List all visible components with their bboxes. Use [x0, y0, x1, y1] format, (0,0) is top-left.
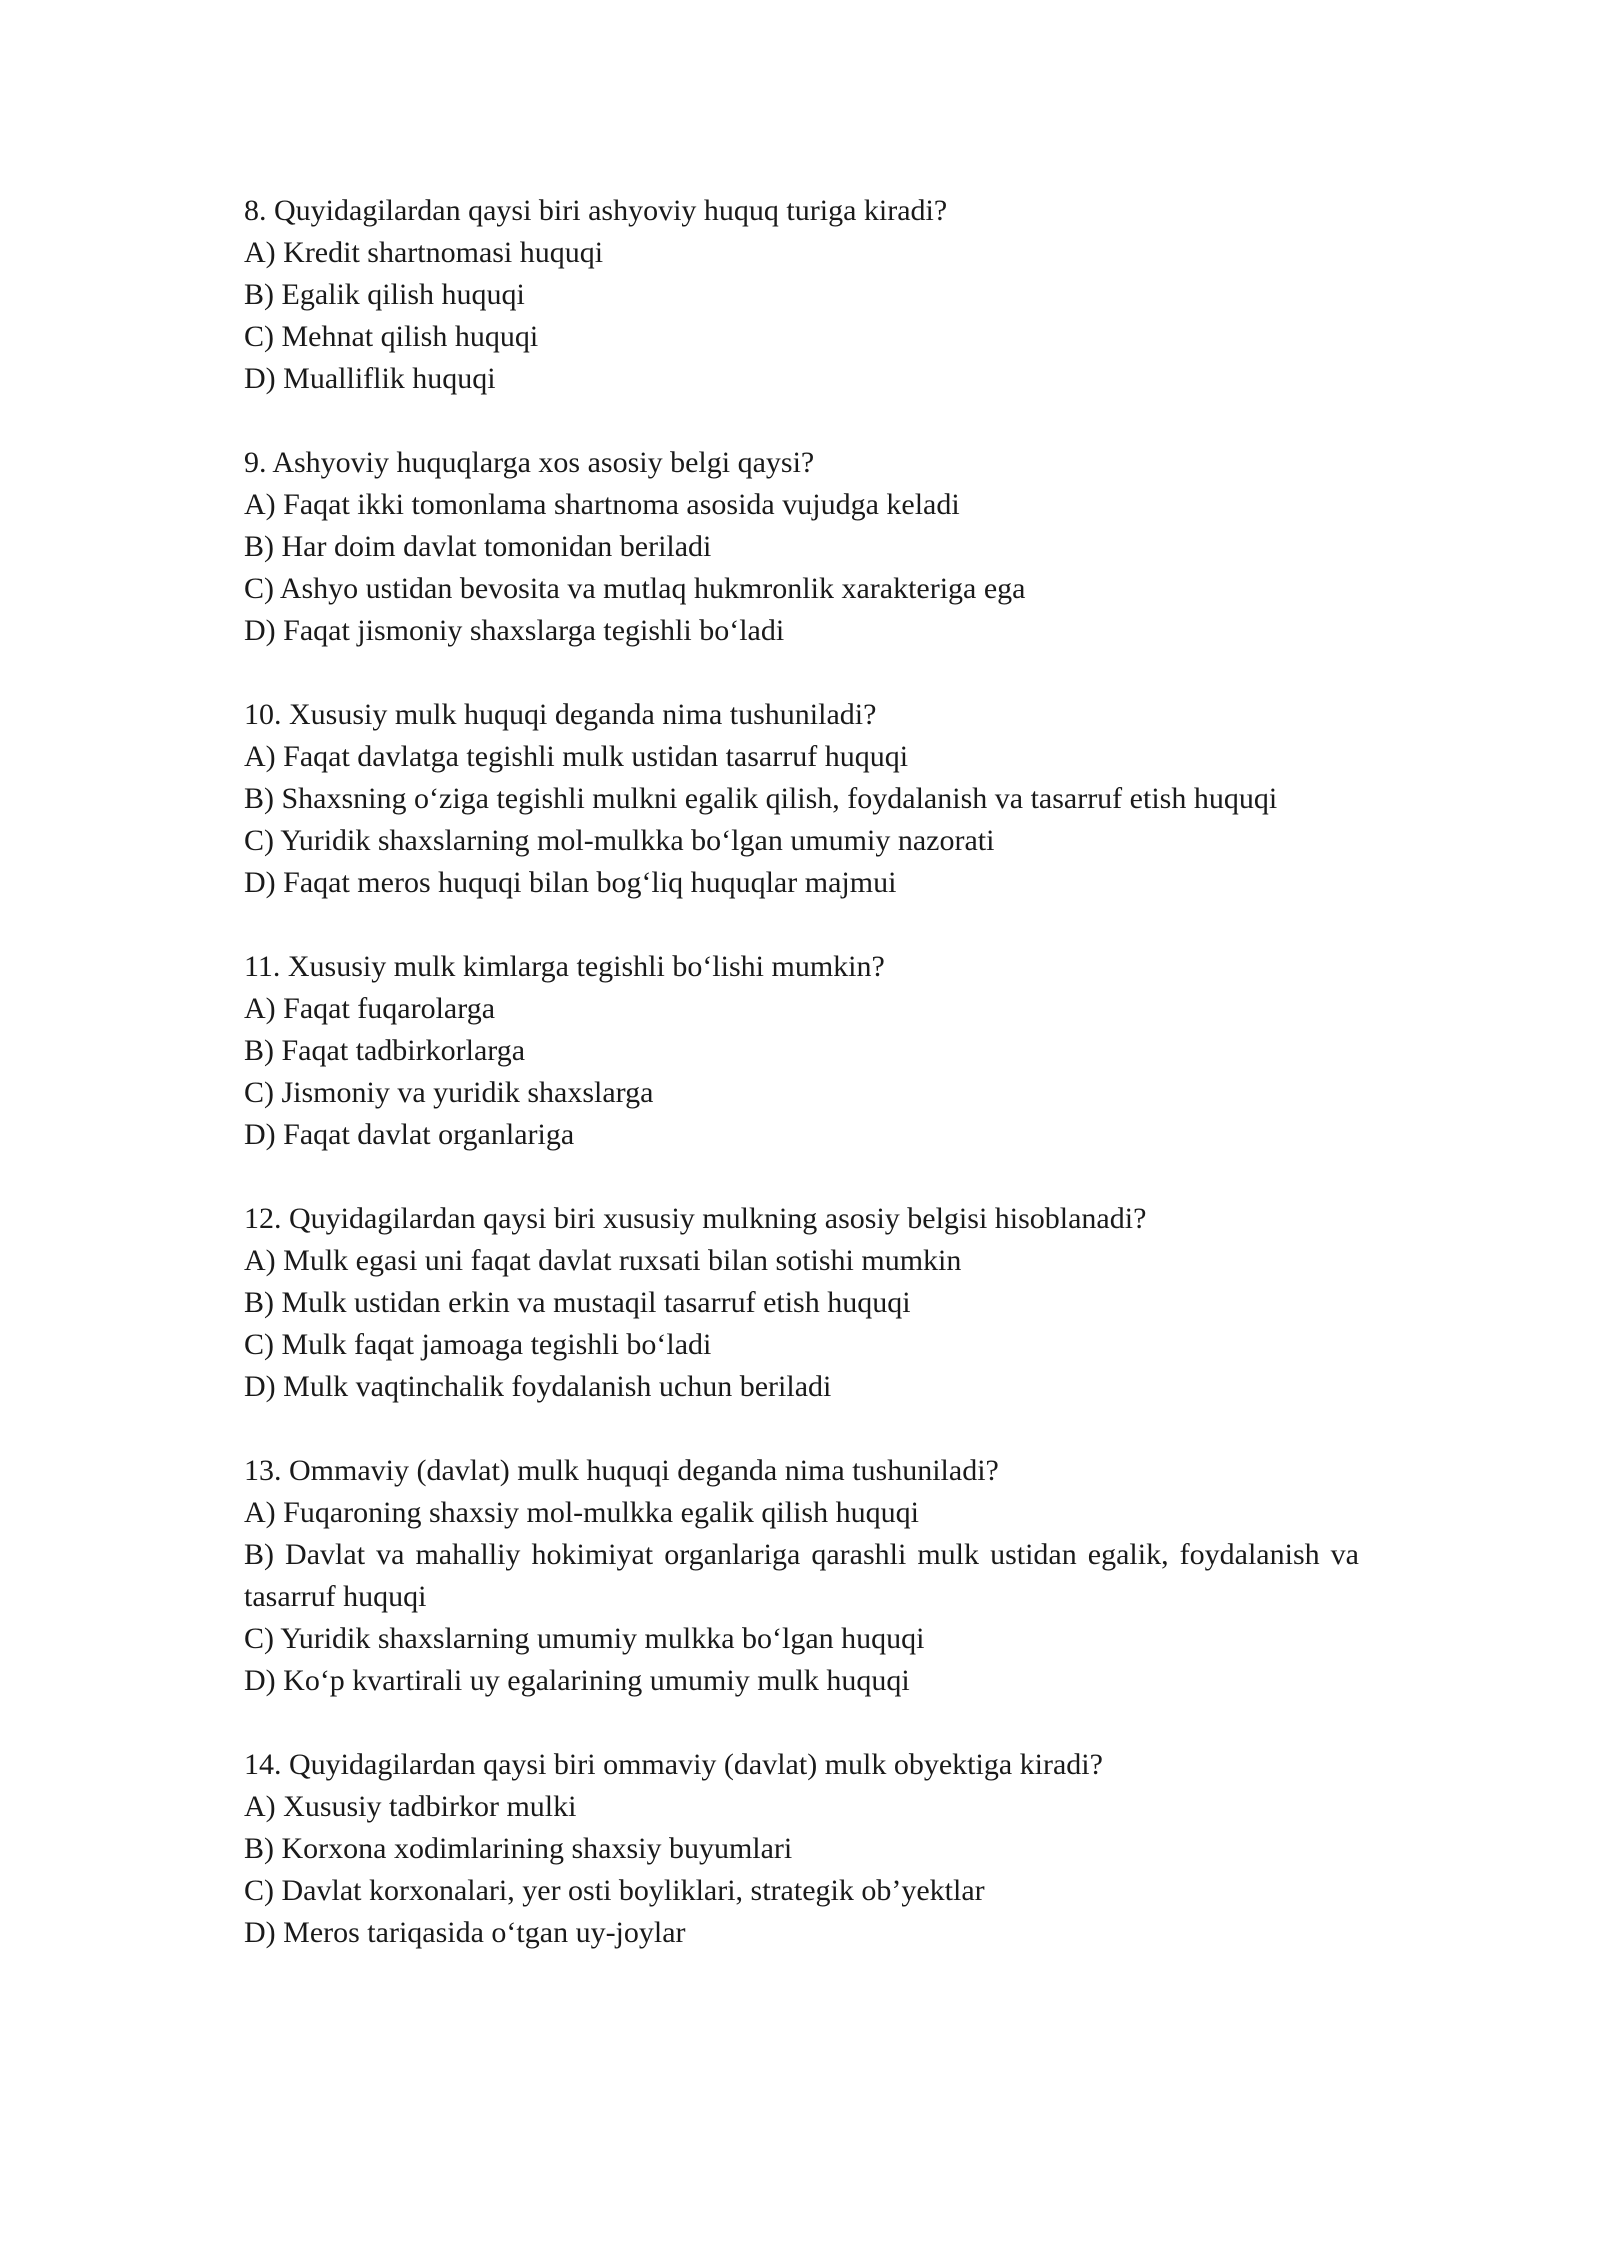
option-d: D) Ko‘p kvartirali uy egalarining umumiy mulk huquqi	[244, 1664, 910, 1697]
option-c: C) Jismoniy va yuridik shaxslarga	[244, 1076, 654, 1109]
option-a: A) Fuqaroning shaxsiy mol-mulkka egalik qilish huquqi	[244, 1496, 919, 1529]
option-b: B) Korxona xodimlarining shaxsiy buyumlari	[244, 1832, 793, 1865]
question-text: 9. Ashyoviy huquqlarga xos asosiy belgi qaysi?	[244, 446, 815, 479]
option-b: B) Egalik qilish huquqi	[244, 278, 525, 311]
option-c: C) Yuridik shaxslarning mol-mulkka bo‘lgan umumiy nazorati	[244, 824, 995, 857]
question-12	[244, 1198, 1359, 1408]
question-8	[244, 190, 1359, 400]
option-a: A) Kredit shartnomasi huquqi	[244, 236, 604, 269]
option-a: A) Faqat davlatga tegishli mulk ustidan tasarruf huquqi	[244, 740, 909, 773]
option-b: B) Davlat va mahalliy hokimiyat organlariga qarashli mulk ustidan egalik, foydalanish va tasarruf huquqi	[244, 1538, 1359, 1613]
option-d: D) Mualliflik huquqi	[244, 362, 496, 395]
option-d: D) Meros tariqasida o‘tgan uy-joylar	[244, 1916, 686, 1949]
option-c: C) Mulk faqat jamoaga tegishli bo‘ladi	[244, 1328, 712, 1361]
option-d: D) Mulk vaqtinchalik foydalanish uchun beriladi	[244, 1370, 832, 1403]
question-text: 11. Xususiy mulk kimlarga tegishli bo‘lishi mumkin?	[244, 950, 885, 983]
question-11	[244, 946, 1359, 1156]
question-text: 13. Ommaviy (davlat) mulk huquqi deganda nima tushuniladi?	[244, 1454, 999, 1487]
option-c: C) Davlat korxonalari, yer osti boyliklari, strategik ob’yektlar	[244, 1874, 985, 1907]
question-text: 10. Xususiy mulk huquqi deganda nima tushuniladi?	[244, 698, 877, 731]
question-text: 12. Quyidagilardan qaysi biri xususiy mulkning asosiy belgisi hisoblanadi?	[244, 1202, 1147, 1235]
option-b: B) Har doim davlat tomonidan beriladi	[244, 530, 712, 563]
option-d: D) Faqat meros huquqi bilan bog‘liq huquqlar majmui	[244, 866, 897, 899]
option-b: B) Mulk ustidan erkin va mustaqil tasarruf etish huquqi	[244, 1286, 911, 1319]
question-10	[244, 694, 1359, 904]
question-text: 8. Quyidagilardan qaysi biri ashyoviy huquq turiga kiradi?	[244, 194, 948, 227]
question-text: 14. Quyidagilardan qaysi biri ommaviy (davlat) mulk obyektiga kiradi?	[244, 1748, 1103, 1781]
option-a: A) Xususiy tadbirkor mulki	[244, 1790, 577, 1823]
option-a: A) Faqat fuqarolarga	[244, 992, 496, 1025]
option-c: C) Yuridik shaxslarning umumiy mulkka bo‘lgan huquqi	[244, 1622, 925, 1655]
option-b: B) Faqat tadbirkorlarga	[244, 1034, 526, 1067]
option-b: B) Shaxsning o‘ziga tegishli mulkni egalik qilish, foydalanish va tasarruf etish huquqi	[244, 782, 1278, 815]
document-page	[244, 190, 1359, 1996]
option-a: A) Faqat ikki tomonlama shartnoma asosida vujudga keladi	[244, 488, 960, 521]
option-d: D) Faqat davlat organlariga	[244, 1118, 575, 1151]
question-9	[244, 442, 1359, 652]
option-d: D) Faqat jismoniy shaxslarga tegishli bo‘ladi	[244, 614, 785, 647]
question-14	[244, 1744, 1359, 1954]
option-a: A) Mulk egasi uni faqat davlat ruxsati bilan sotishi mumkin	[244, 1244, 962, 1277]
question-13	[244, 1450, 1359, 1702]
option-c: C) Mehnat qilish huquqi	[244, 320, 539, 353]
option-c: C) Ashyo ustidan bevosita va mutlaq hukmronlik xarakteriga ega	[244, 572, 1026, 605]
